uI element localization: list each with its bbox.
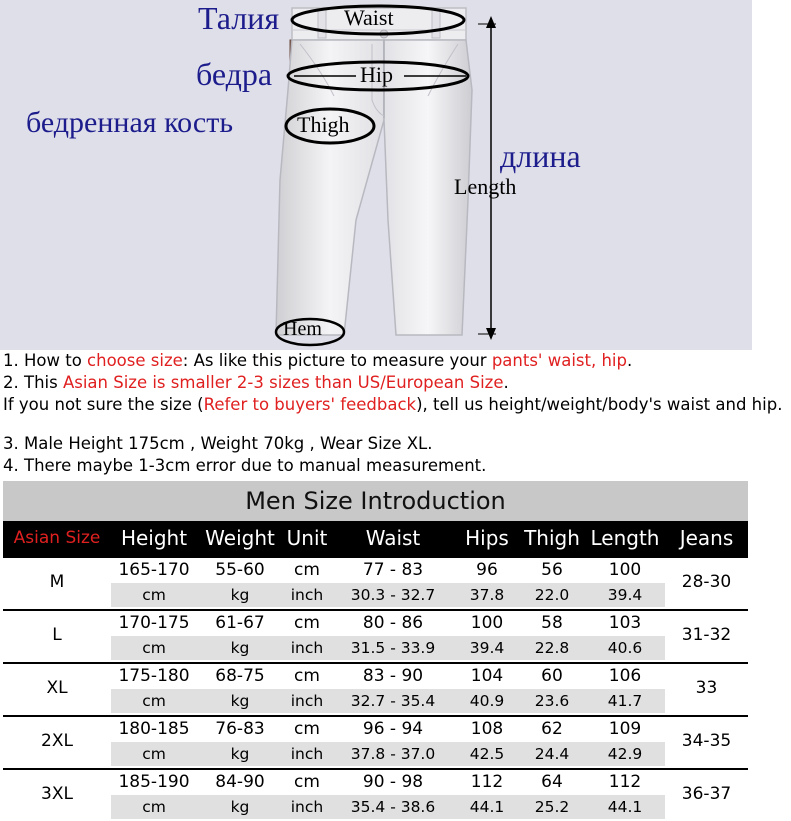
height-cell: cm <box>142 798 166 816</box>
unit-cell: inch <box>290 586 324 604</box>
hips-cell: 40.9 <box>469 692 505 710</box>
height-cell: 185-190 <box>118 772 190 792</box>
unit-cell: inch <box>290 639 324 657</box>
waist-cell: 83 - 90 <box>362 666 424 686</box>
note-2: 2. This Asian Size is smaller 2-3 sizes than US/European Size. <box>3 373 509 392</box>
unit-cell: cm <box>294 560 320 580</box>
waist-cell: 90 - 98 <box>362 772 424 792</box>
table-header <box>3 521 748 556</box>
waist-cell: 96 - 94 <box>362 719 424 739</box>
thigh-cell: 62 <box>541 719 563 739</box>
unit-cell: inch <box>290 692 324 710</box>
table-row <box>3 768 748 821</box>
metric-row <box>111 770 665 794</box>
metric-row <box>111 717 665 741</box>
thigh-cell: 23.6 <box>534 692 570 710</box>
header-jeans: Jeans <box>679 526 734 550</box>
height-cell: cm <box>142 586 166 604</box>
unit-cell: cm <box>294 666 320 686</box>
height-cell: 170-175 <box>118 613 190 633</box>
size-table <box>3 481 748 821</box>
weight-cell: kg <box>230 639 250 657</box>
ru-waist-label: Талия <box>198 0 280 36</box>
jeans-cell: 31-32 <box>681 625 732 645</box>
length-cell: 44.1 <box>607 798 643 816</box>
jeans-cell: 34-35 <box>681 731 732 751</box>
size-cell: 3XL <box>41 784 73 804</box>
length-label: Length <box>454 174 517 199</box>
size-cell: M <box>49 572 65 592</box>
hips-cell: 108 <box>470 719 504 739</box>
height-cell: cm <box>142 745 166 763</box>
length-cell: 42.9 <box>607 745 643 763</box>
pants-measurement-diagram <box>0 0 752 350</box>
length-cell: 109 <box>608 719 642 739</box>
table-row <box>3 715 748 768</box>
header-asian-size: Asian Size <box>13 528 101 548</box>
table-title: Men Size Introduction <box>3 481 748 521</box>
unit-cell: inch <box>290 798 324 816</box>
table-row <box>3 609 748 662</box>
imperial-row <box>111 742 665 766</box>
thigh-cell: 22.0 <box>534 586 570 604</box>
header-length: Length <box>590 526 660 550</box>
imperial-row <box>111 795 665 819</box>
unit-cell: cm <box>294 772 320 792</box>
note-4: 4. There maybe 1-3cm error due to manual measurement. <box>3 456 487 475</box>
imperial-row <box>111 583 665 607</box>
thigh-cell: 56 <box>541 560 563 580</box>
weight-cell: kg <box>230 745 250 763</box>
length-cell: 40.6 <box>607 639 643 657</box>
thigh-cell: 58 <box>541 613 563 633</box>
hips-cell: 104 <box>470 666 504 686</box>
height-cell: 175-180 <box>118 666 190 686</box>
jeans-cell: 33 <box>695 678 718 698</box>
waist-cell: 35.4 - 38.6 <box>350 798 436 816</box>
table-row <box>3 556 748 609</box>
hip-label: Hip <box>360 62 393 87</box>
unit-cell: cm <box>294 613 320 633</box>
header-height: Height <box>120 526 188 550</box>
pants-illustration <box>0 0 752 350</box>
imperial-row <box>111 636 665 660</box>
header-thigh: Thigh <box>524 526 580 550</box>
note-2-extra: If you not sure the size (Refer to buyers' feedback), tell us height/weight/body's waist and hip. <box>3 395 783 414</box>
length-cell: 100 <box>608 560 642 580</box>
hips-cell: 39.4 <box>469 639 505 657</box>
unit-cell: inch <box>290 745 324 763</box>
weight-cell: kg <box>230 692 250 710</box>
ru-thigh-label: бедренная кость <box>26 106 233 139</box>
length-cell: 112 <box>608 772 642 792</box>
waist-cell: 31.5 - 33.9 <box>350 639 436 657</box>
hips-cell: 96 <box>476 560 498 580</box>
weight-cell: 84-90 <box>215 772 265 792</box>
jeans-cell: 28-30 <box>681 572 732 592</box>
header-waist: Waist <box>365 526 421 550</box>
header-unit: Unit <box>286 526 328 550</box>
table-body <box>3 556 748 821</box>
hips-cell: 112 <box>470 772 504 792</box>
weight-cell: 76-83 <box>215 719 265 739</box>
waist-cell: 32.7 - 35.4 <box>350 692 436 710</box>
weight-cell: 61-67 <box>215 613 265 633</box>
length-cell: 106 <box>608 666 642 686</box>
thigh-label: Thigh <box>297 112 350 137</box>
height-cell: 165-170 <box>118 560 190 580</box>
size-cell: L <box>52 625 62 645</box>
thigh-cell: 64 <box>541 772 563 792</box>
height-cell: cm <box>142 692 166 710</box>
waist-cell: 30.3 - 32.7 <box>350 586 436 604</box>
table-row <box>3 662 748 715</box>
hem-label: Hem <box>283 318 322 340</box>
hips-cell: 42.5 <box>469 745 505 763</box>
thigh-cell: 25.2 <box>534 798 570 816</box>
size-notes <box>3 350 782 477</box>
height-cell: 180-185 <box>118 719 190 739</box>
weight-cell: 68-75 <box>215 666 265 686</box>
thigh-cell: 60 <box>541 666 563 686</box>
note-3: 3. Male Height 175cm , Weight 70kg , Wear Size XL. <box>3 434 433 453</box>
unit-cell: cm <box>294 719 320 739</box>
metric-row <box>111 611 665 635</box>
metric-row <box>111 664 665 688</box>
header-weight: Weight <box>205 526 275 550</box>
hips-cell: 44.1 <box>469 798 505 816</box>
ru-length-label: длина <box>500 138 581 174</box>
header-hips: Hips <box>465 526 509 550</box>
weight-cell: kg <box>230 798 250 816</box>
jeans-cell: 36-37 <box>681 784 732 804</box>
waist-cell: 37.8 - 37.0 <box>350 745 436 763</box>
length-cell: 103 <box>608 613 642 633</box>
size-cell: XL <box>46 678 68 698</box>
waist-label: Waist <box>344 5 394 30</box>
height-cell: cm <box>142 639 166 657</box>
waist-cell: 77 - 83 <box>362 560 424 580</box>
metric-row <box>111 558 665 582</box>
thigh-cell: 24.4 <box>534 745 570 763</box>
size-cell: 2XL <box>41 731 73 751</box>
ru-hip-label: бедра <box>196 56 273 92</box>
imperial-row <box>111 689 665 713</box>
thigh-cell: 22.8 <box>534 639 570 657</box>
weight-cell: 55-60 <box>215 560 265 580</box>
note-1: 1. How to choose size: As like this picture to measure your pants' waist, hip. <box>3 351 633 370</box>
length-cell: 39.4 <box>607 586 643 604</box>
hips-cell: 37.8 <box>469 586 505 604</box>
length-cell: 41.7 <box>607 692 643 710</box>
weight-cell: kg <box>230 586 250 604</box>
waist-cell: 80 - 86 <box>362 613 424 633</box>
hips-cell: 100 <box>470 613 504 633</box>
